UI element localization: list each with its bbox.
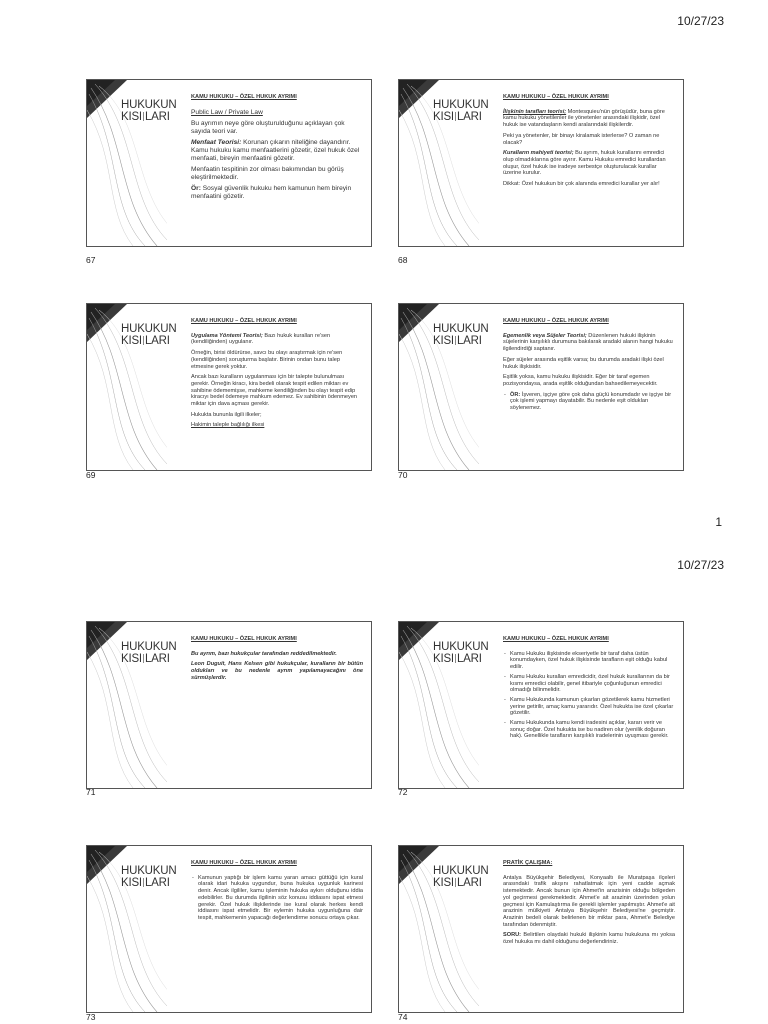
logo-line-2a: KISI [433, 653, 454, 665]
slide-term: SORU: [503, 932, 522, 939]
slide-term: Ör: [191, 185, 201, 193]
slide-logo [433, 641, 488, 665]
page-date-top: 10/27/23 [677, 14, 724, 28]
logo-line-1: HUKUKUN [433, 323, 489, 335]
logo-line-2a: KISI [433, 877, 454, 889]
slide-content [503, 636, 675, 743]
page-date-bottom: 10/27/23 [677, 558, 724, 572]
logo-line-2a: KISI [433, 335, 454, 347]
logo-line-1: HUKUKUN [433, 865, 489, 877]
page-number: 1 [715, 515, 722, 529]
list-item: - Kamu Hukukunda kamunun çıkarları gözetilerek kamu hizmetleri yerine getirilir, amaç kamu yararıdır. Özel hukukta ise özel çıkarlar gözetilir. [510, 697, 675, 717]
logo-line-2b: LARI [144, 877, 170, 889]
slide-text: Peki ya yönetenler, bir binayı kiralamak isterlerse? O zaman ne olacak? [503, 132, 660, 146]
slide-71 [86, 621, 372, 789]
slide-number: 73 [86, 1012, 96, 1022]
logo-line-2b: LARI [456, 335, 482, 347]
list-item: - Kamu Hukuku kuralları emredicidir, özel hukuk kurallarının da bir kısmı emredici olabilir, genel itibariyle çoğunluğunun emredici olmadığı bilinmelidir. [510, 674, 675, 694]
slide-title: KAMU HUKUKU – ÖZEL HUKUK AYRIMI [191, 94, 297, 100]
slide-text: Leon Duguit, Hans Kelsen gibi hukukçular, kuralların bir bütün oldukları ve bu nedenle ayrım yapılamayacağını öne sürmüşlerdir. [191, 661, 363, 681]
slide-content [191, 318, 363, 433]
slide-text: Menfaatin tespitinin zor olması bakımından bu görüş eleştirilmektedir. [191, 166, 344, 181]
logo-line-2b: LARI [456, 111, 482, 123]
slide-content [503, 860, 675, 950]
slide-72 [398, 621, 684, 789]
slide-text: Montesquieu'nün görüşüdür, buna göre kamu hukuku yönetilenler ile yönetenler arasındaki ilişkidir, özel hukuk ise vatandaşların kendi aralarındaki ilişkilerdir. [503, 108, 665, 129]
slide-68 [398, 79, 684, 247]
slide-content [191, 94, 363, 205]
logo-line-1: HUKUKUN [121, 99, 177, 111]
slide-logo [433, 865, 488, 889]
slide-text: Ancak bazı kuralların uygulanması için bir talepte bulunulması gerekir. Örneğin kiracı, kira bedeli olarak tespit edilen miktarı ev sahibine ödememişse, mahkeme kendiliğinden bu olayı tespit edip kiracıyı bedel ödemeye mahkum edemez. Ev sahibinin ödenmeyen miktar için dava açması gerekir. [191, 374, 358, 408]
logo-line-1: HUKUKUN [121, 641, 177, 653]
slide-content [503, 318, 675, 415]
slide-title: KAMU HUKUKU – ÖZEL HUKUK AYRIMI [191, 636, 297, 642]
slide-title: PRATİK ÇALIŞMA: [503, 860, 553, 866]
slide-73 [86, 845, 372, 1013]
slide-text: Sosyal güvenlik hukuku hem kamunun hem bireyin menfaatini gözetir. [191, 185, 352, 201]
slide-number: 71 [86, 787, 96, 797]
logo-line-1: HUKUKUN [121, 865, 177, 877]
slide-text: Korunan çıkarın niteliğine dayandırır. Kamu hukuku kamu menfaatlerini gözetir, özel hukuk özel menfaati, bireyin menfaatini gözetir. [191, 139, 360, 162]
slide-text: Bu ayrım, hukuk kurallarını emredici olup olmadıklarına göre ayırır. Kamu Hukuku emredici kurallardan oluşur, özel hukuk ise iradeye serbestçe oluşturulacak kurallar üzerine kurulur. [503, 150, 666, 177]
slide-term: Egemenlik veya Süjeler Teorisi; [503, 332, 587, 339]
slide-text: Hukukta bununla ilgili ilkeler; [191, 411, 262, 418]
list-item: - Kamu Hukukunda kamu kendi iradesini açıklar, kararı verir ve sonuç doğar. Özel hukukta ise bu nadiren olur (yenilik doğuran hak). Genellikle tarafların karşılıklı iradelerinin uyuşması gerekir. [510, 720, 675, 740]
slide-title: KAMU HUKUKU – ÖZEL HUKUK AYRIMI [503, 318, 609, 324]
logo-line-2a: KISI [121, 335, 142, 347]
slide-term: Menfaat Teorisi: [191, 139, 242, 147]
slide-term: Kuralların mahiyeti teorisi; [503, 150, 574, 157]
slide-logo [433, 323, 488, 347]
logo-line-1: HUKUKUN [433, 99, 489, 111]
slide-text: Dikkat: Özel hukukun bir çok alanında emredici kurallar yer alır! [503, 181, 660, 188]
logo-line-2a: KISI [121, 877, 142, 889]
slide-title: KAMU HUKUKU – ÖZEL HUKUK AYRIMI [191, 318, 297, 324]
slide-67 [86, 79, 372, 247]
logo-line-2b: LARI [456, 653, 482, 665]
slide-title: KAMU HUKUKU – ÖZEL HUKUK AYRIMI [503, 636, 609, 642]
slide-logo [433, 99, 488, 123]
slide-content [191, 860, 363, 925]
slide-number: 67 [86, 255, 96, 265]
slide-logo [121, 99, 176, 123]
logo-line-2b: LARI [456, 877, 482, 889]
slide-title: KAMU HUKUKU – ÖZEL HUKUK AYRIMI [503, 94, 609, 100]
slide-text: Hakimin taleple bağlılığı ilkesi [191, 422, 265, 429]
slide-text: Eşitlik yoksa, kamu hukuku ilişkisidir. Eğer bir taraf egemen pozisyondaysa, arada eşitlik olduğundan bahsedilemeyecektir. [503, 374, 658, 387]
slide-term: ÖR: [510, 391, 521, 398]
slide-74 [398, 845, 684, 1013]
list-item: - Kamunun yaptığı bir işlem kamu yararı amacı güttüğü için kural olarak idari hukuka uygundur, buna hukuka uygunluk karinesi denir. Ancak ilgililer, kamu işleminin hukuka aykırı olduğunu iddia edebilirler. Bu durumda ilgilinin söz konusu iddiasını ispat etmesi gerekir. Özel hukuk ilişkilerinde ise kural olarak herkes kendi iddiasını ispat etmelidir. Bir eylemin hukuka uygunluğuna dair tespit, mahkemenin yapacağı değerlendirme sonucu ortaya çıkar. [198, 875, 363, 922]
slide-text: İşveren, işçiye göre çok daha güçlü konumdadır ve işçiye bir çok işlemi yapmayı dayatabilir. Bu nedenle eşit oldukları söylenemez. [510, 391, 672, 412]
slide-content [503, 94, 675, 192]
logo-line-2b: LARI [144, 111, 170, 123]
logo-line-2b: LARI [144, 653, 170, 665]
slide-text: Bu ayrım, bazı hukukçular tarafından reddedilmektedir. [191, 650, 337, 657]
logo-line-2a: KISI [121, 653, 142, 665]
slide-number: 74 [398, 1012, 408, 1022]
slide-logo [121, 865, 176, 889]
slide-text: Örneğin, birisi öldürürse, savcı bu olayı araştırmak için re'sen (kendiliğinden) soruşturma başlatır. Birinin ondan bunu talep etmesine gerek yoktur. [191, 350, 343, 370]
slide-text: Bu ayrımın neye göre oluşturulduğunu açıklayan çok sayıda teori var. [191, 120, 345, 135]
logo-line-1: HUKUKUN [121, 323, 177, 335]
slide-content [191, 636, 363, 686]
slide-text: Belirtilen olaydaki hukuki ilişkinin kamu hukukuna mı yoksa özel hukuka mı dahil olduğunu değerlendiriniz. [503, 932, 675, 946]
slide-number: 72 [398, 787, 408, 797]
list-item: - Kamu Hukuku ilişkisinde ekseriyetle bir taraf daha üstün konumdayken, özel hukuk ilişkisinde tarafların eşit olduğu kabul edilir. [510, 651, 675, 671]
slide-text: Eğer süjeler arasında eşitlik varsa; bu durumda aradaki ilişki özel hukuk ilişkisidir. [503, 356, 664, 370]
slide-text: Public Law / Private Law [191, 108, 263, 116]
logo-line-2a: KISI [121, 111, 142, 123]
slide-number: 69 [86, 470, 96, 480]
slide-logo [121, 323, 176, 347]
slide-term: İlişkinin tarafları teorisi; [503, 108, 567, 115]
slide-number: 70 [398, 470, 408, 480]
slide-70 [398, 303, 684, 471]
logo-line-1: HUKUKUN [433, 641, 489, 653]
logo-line-2a: KISI [433, 111, 454, 123]
logo-line-2b: LARI [144, 335, 170, 347]
slide-text: Bazı hukuk kuralları re'sen (kendiliğinden) uygulanır. [191, 332, 331, 346]
slide-title: KAMU HUKUKU – ÖZEL HUKUK AYRIMI [191, 860, 297, 866]
slide-number: 68 [398, 255, 408, 265]
slide-term: Uygulama Yöntemi Teorisi; [191, 332, 263, 339]
slide-69 [86, 303, 372, 471]
slide-logo [121, 641, 176, 665]
slide-text: Düzenlenen hukuki ilişkinin süjelerinin karşılıklı durumuna bakılarak aradaki alanın hangi hukuku ilgilendirdiği saptanır. [503, 332, 673, 353]
slide-text: Antalya Büyükşehir Belediyesi, Konyaaltı ile Muratpaşa ilçeleri arasındaki trafik akışını rahatlatmak için yeni cadde açmak istemektedir. Ancak bunun için Ahmet'in arazisinin olduğu bölgeden yol geçirmesi gerekmektedir. Ahmet'e ait arazinin üzerinden yolun geçmesi için Kamulaştırma ile gerekli işlemler yapılmıştır. Ahmet'e ait arazinin mülkiyeti Antalya Büyükşehir Belediyesi'ne geçmiştir. Arazinin bedeli olarak belirlenen bir miktar para, Ahmet'e Belediye tarafından ödenmiştir. [503, 874, 675, 928]
